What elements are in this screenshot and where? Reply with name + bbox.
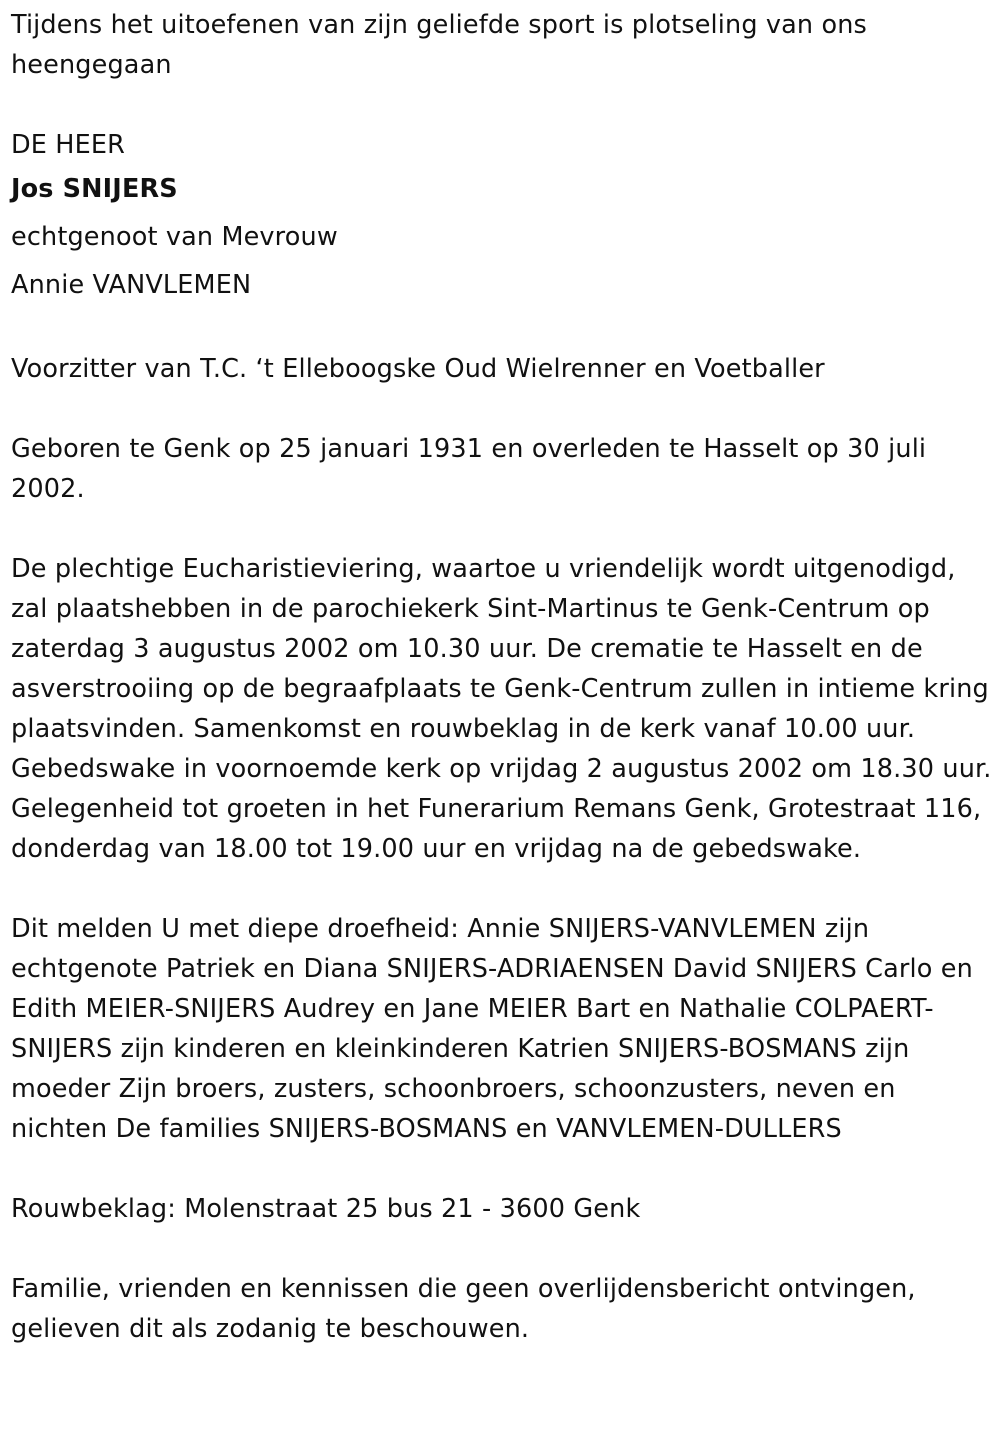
obituary-text [11,5,996,1349]
condolence-address: Rouwbeklag: Molenstraat 25 bus 21 - 3600 Genk [11,1194,641,1224]
spacer [11,509,996,549]
closing-paragraph: Familie, vrienden en kennissen die geen overlijdensbericht ontvingen, gelieven dit als zodanig te beschouwen. [11,1274,916,1344]
birth-death-paragraph: Geboren te Genk op 25 januari 1931 en overleden te Hasselt op 30 juli 2002. [11,434,927,504]
intro-paragraph: Tijdens het uitoefenen van zijn geliefde sport is plotseling van ons heengegaan [11,10,867,80]
deceased-name: Jos SNIJERS [11,174,178,204]
spacer [11,85,996,125]
spouse-name: Annie VANVLEMEN [11,270,252,300]
ceremony-paragraph: De plechtige Eucharistieviering, waartoe u vriendelijk wordt uitgenodigd, zal plaatshebben in de parochiekerk Sint-Martinus te Genk-Centrum op zaterdag 3 augustus 2002 om 10.30 uur. De crematie te Hasselt en de asverstrooiing op de begraafplaats te Genk-Centrum zullen in intieme kring plaatsvinden. Samenkomst en rouwbeklag in de kerk vanaf 10.00 uur. Gebedswake in voornoemde kerk op vrijdag 2 augustus 2002 om 18.30 uur. Gelegenheid tot groeten in het Funerarium Remans Genk, Grotestraat 116, donderdag van 18.00 tot 19.00 uur en vrijdag na de gebedswake. [11,554,992,864]
spouse-prefix: echtgenoot van Mevrouw [11,222,338,252]
title-line: DE HEER [11,130,126,160]
spacer [11,389,996,429]
family-paragraph: Dit melden U met diepe droefheid: Annie SNIJERS-VANVLEMEN zijn echtgenote Patriek en Diana SNIJERS-ADRIAENSEN David SNIJERS Carlo en Edith MEIER-SNIJERS Audrey en Jane MEIER Bart en Nathalie COLPAERT-SNIJERS zijn kinderen en kleinkinderen Katrien SNIJERS-BOSMANS zijn moeder Zijn broers, zusters, schoonbroers, schoonzusters, neven en nichten De families SNIJERS-BOSMANS en VANVLEMEN-DULLERS [11,914,973,1144]
spacer [11,1229,996,1269]
spacer [11,1149,996,1189]
spacer [11,869,996,909]
spacer [11,309,996,349]
role-paragraph: Voorzitter van T.C. ‘t Elleboogske Oud Wielrenner en Voetballer [11,354,825,384]
